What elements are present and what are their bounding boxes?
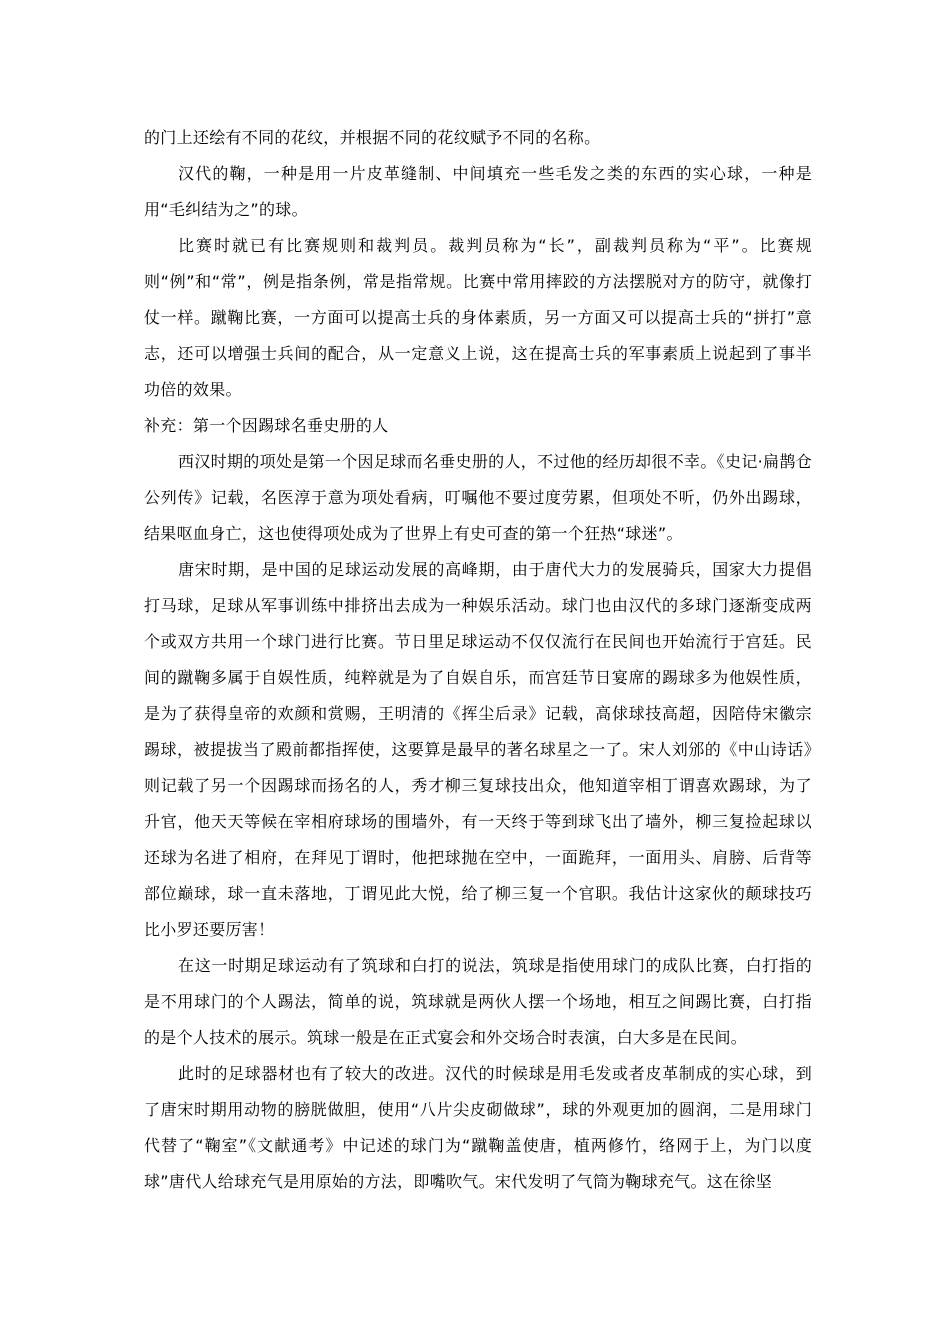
paragraph-equipment: 此时的足球器材也有了较大的改进。汉代的时候球是用毛发或者皮革制成的实心球，到了唐宋时期用动物的膀胱做胆，使用“八片尖皮砌做球”，球的外观更加的圆润，二是用球门代替了“鞠室”《文献通考》中记述的球门为“蹴鞠盖使唐，植两修竹，络网于上，为门以度球”唐代人给球充气是用原始的方法，即嘴吹气。宋代发明了气筒为鞠球充气。这在徐坚	[144, 1064, 812, 1191]
paragraph-han-ball: 汉代的鞠，一种是用一片皮革缝制、中间填充一些毛发之类的东西的实心球，一种是用“毛纠结为之”的球。	[144, 164, 812, 219]
supplement-heading: 补充：第一个因踢球名垂史册的人	[144, 416, 389, 435]
text-body	[144, 120, 812, 1200]
paragraph-rules-referees: 比赛时就已有比赛规则和裁判员。裁判员称为“长”，副裁判员称为“平”。比赛规则“例”和“常”，例是指条例，常是指常规。比赛中常用摔跤的方法摆脱对方的防守，就像打仗一样。蹴鞠比赛，一方面可以提高士兵的身体素质，另一方面又可以提高士兵的“拼打”意志，还可以增强士兵间的配合，从一定意义上说，这在提高士兵的军事素质上说起到了事半功倍的效果。	[144, 236, 812, 399]
paragraph-continuation: 的门上还绘有不同的花纹，并根据不同的花纹赋予不同的名称。	[144, 128, 601, 147]
paragraph-tang-song: 唐宋时期，是中国的足球运动发展的高峰期，由于唐代大力的发展骑兵，国家大力提倡打马球，足球从军事训练中排挤出去成为一种娱乐活动。球门也由汉代的多球门逐渐变成两个或双方共用一个球门进行比赛。节日里足球运动不仅仅流行在民间也开始流行于宫廷。民间的蹴鞠多属于自娱性质，纯粹就是为了自娱自乐，而宫廷节日宴席的踢球多为他娱性质，是为了获得皇帝的欢颜和赏赐，王明清的《挥尘后录》记载，高俅球技高超，因陪侍宋徽宗踢球，被提拔当了殿前都指挥使，这要算是最早的著名球星之一了。宋人刘邠的《中山诗话》则记载了另一个因踢球而扬名的人，秀才柳三复球技出众，他知道宰相丁谓喜欢踢球，为了升官，他天天等候在宰相府球场的围墙外，有一天终于等到球飞出了墙外，柳三复捡起球以还球为名进了相府，在拜见丁谓时，他把球抛在空中，一面跪拜，一面用头、肩膀、后背等部位巅球，球一直未落地，丁谓见此大悦，给了柳三复一个官职。我估计这家伙的颠球技巧比小罗还要厉害！	[144, 560, 812, 939]
paragraph-xiang-chu: 西汉时期的项处是第一个因足球而名垂史册的人，不过他的经历却很不幸。《史记·扁鹊仓公列传》记载，名医淳于意为项处看病，叮嘱他不要过度劳累，但项处不听，仍外出踢球，结果呕血身亡，这也使得项处成为了世界上有史可查的第一个狂热“球迷”。	[144, 452, 812, 543]
paragraph-zhuqiu-baida: 在这一时期足球运动有了筑球和白打的说法，筑球是指使用球门的成队比赛，白打指的是不用球门的个人踢法，简单的说，筑球就是两伙人摆一个场地，相互之间踢比赛，白打指的是个人技术的展示。筑球一般是在正式宴会和外交场合时表演，白大多是在民间。	[144, 956, 812, 1047]
